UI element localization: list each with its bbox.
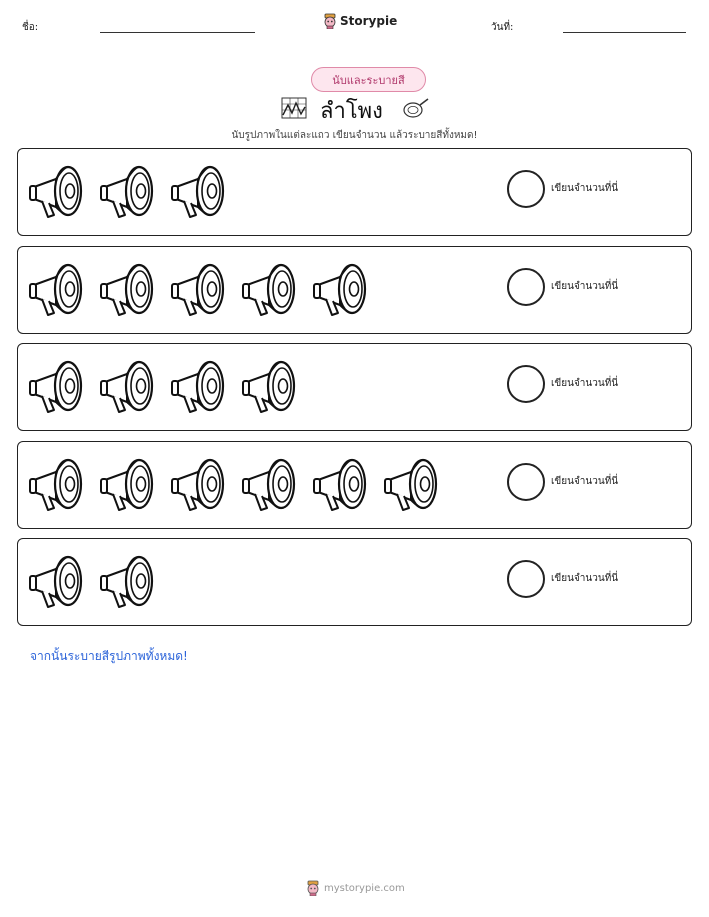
storypie-mascot-small-icon xyxy=(306,880,320,896)
activity-badge: นับและระบายสี xyxy=(311,67,426,92)
name-label: ชื่อ: xyxy=(22,22,39,33)
answer-circle[interactable] xyxy=(507,365,545,403)
pan-doodle-icon xyxy=(402,97,430,119)
answer-label: เขียนจำนวนที่นี่ xyxy=(551,183,619,194)
megaphone-icon[interactable] xyxy=(28,454,89,514)
megaphone-icon[interactable] xyxy=(383,454,444,514)
megaphone-icon[interactable] xyxy=(99,356,160,416)
brand-logo xyxy=(323,13,397,29)
megaphone-icon[interactable] xyxy=(241,454,302,514)
megaphone-icon[interactable] xyxy=(241,259,302,319)
megaphone-icon[interactable] xyxy=(28,551,89,611)
counting-row xyxy=(17,343,692,431)
brand-name: Storypie xyxy=(340,14,398,28)
title-row xyxy=(0,93,709,125)
date-label: วันที่: xyxy=(491,22,514,33)
icon-group xyxy=(28,454,444,514)
answer-circle[interactable] xyxy=(507,560,545,598)
icon-group xyxy=(28,161,231,221)
megaphone-icon[interactable] xyxy=(241,356,302,416)
megaphone-icon[interactable] xyxy=(99,454,160,514)
page-title: ลำโพง xyxy=(320,99,383,124)
megaphone-icon[interactable] xyxy=(312,454,373,514)
megaphone-icon[interactable] xyxy=(28,259,89,319)
name-line[interactable] xyxy=(100,32,255,33)
counting-row xyxy=(17,148,692,236)
chart-doodle-icon xyxy=(280,95,308,121)
counting-row xyxy=(17,441,692,529)
answer-circle[interactable] xyxy=(507,463,545,501)
icon-group xyxy=(28,259,373,319)
megaphone-icon[interactable] xyxy=(28,161,89,221)
icon-group xyxy=(28,356,302,416)
megaphone-icon[interactable] xyxy=(28,356,89,416)
date-line[interactable] xyxy=(563,32,686,33)
megaphone-icon[interactable] xyxy=(99,161,160,221)
answer-label: เขียนจำนวนที่นี่ xyxy=(551,573,619,584)
site-url: mystorypie.com xyxy=(324,882,405,894)
megaphone-icon[interactable] xyxy=(312,259,373,319)
megaphone-icon[interactable] xyxy=(170,356,231,416)
megaphone-icon[interactable] xyxy=(170,259,231,319)
answer-label: เขียนจำนวนที่นี่ xyxy=(551,378,619,389)
counting-row xyxy=(17,538,692,626)
answer-circle[interactable] xyxy=(507,170,545,208)
megaphone-icon[interactable] xyxy=(170,161,231,221)
coloring-instruction: จากนั้นระบายสีรูปภาพทั้งหมด! xyxy=(30,649,188,663)
answer-label: เขียนจำนวนที่นี่ xyxy=(551,476,619,487)
megaphone-icon[interactable] xyxy=(170,454,231,514)
megaphone-icon[interactable] xyxy=(99,259,160,319)
storypie-mascot-icon xyxy=(323,13,337,29)
megaphone-icon[interactable] xyxy=(99,551,160,611)
site-footer xyxy=(306,880,405,896)
instruction-text: นับรูปภาพในแต่ละแถว เขียนจำนวน แล้วระบายสีทั้งหมด! xyxy=(231,130,478,141)
counting-row xyxy=(17,246,692,334)
answer-label: เขียนจำนวนที่นี่ xyxy=(551,281,619,292)
icon-group xyxy=(28,551,160,611)
answer-circle[interactable] xyxy=(507,268,545,306)
